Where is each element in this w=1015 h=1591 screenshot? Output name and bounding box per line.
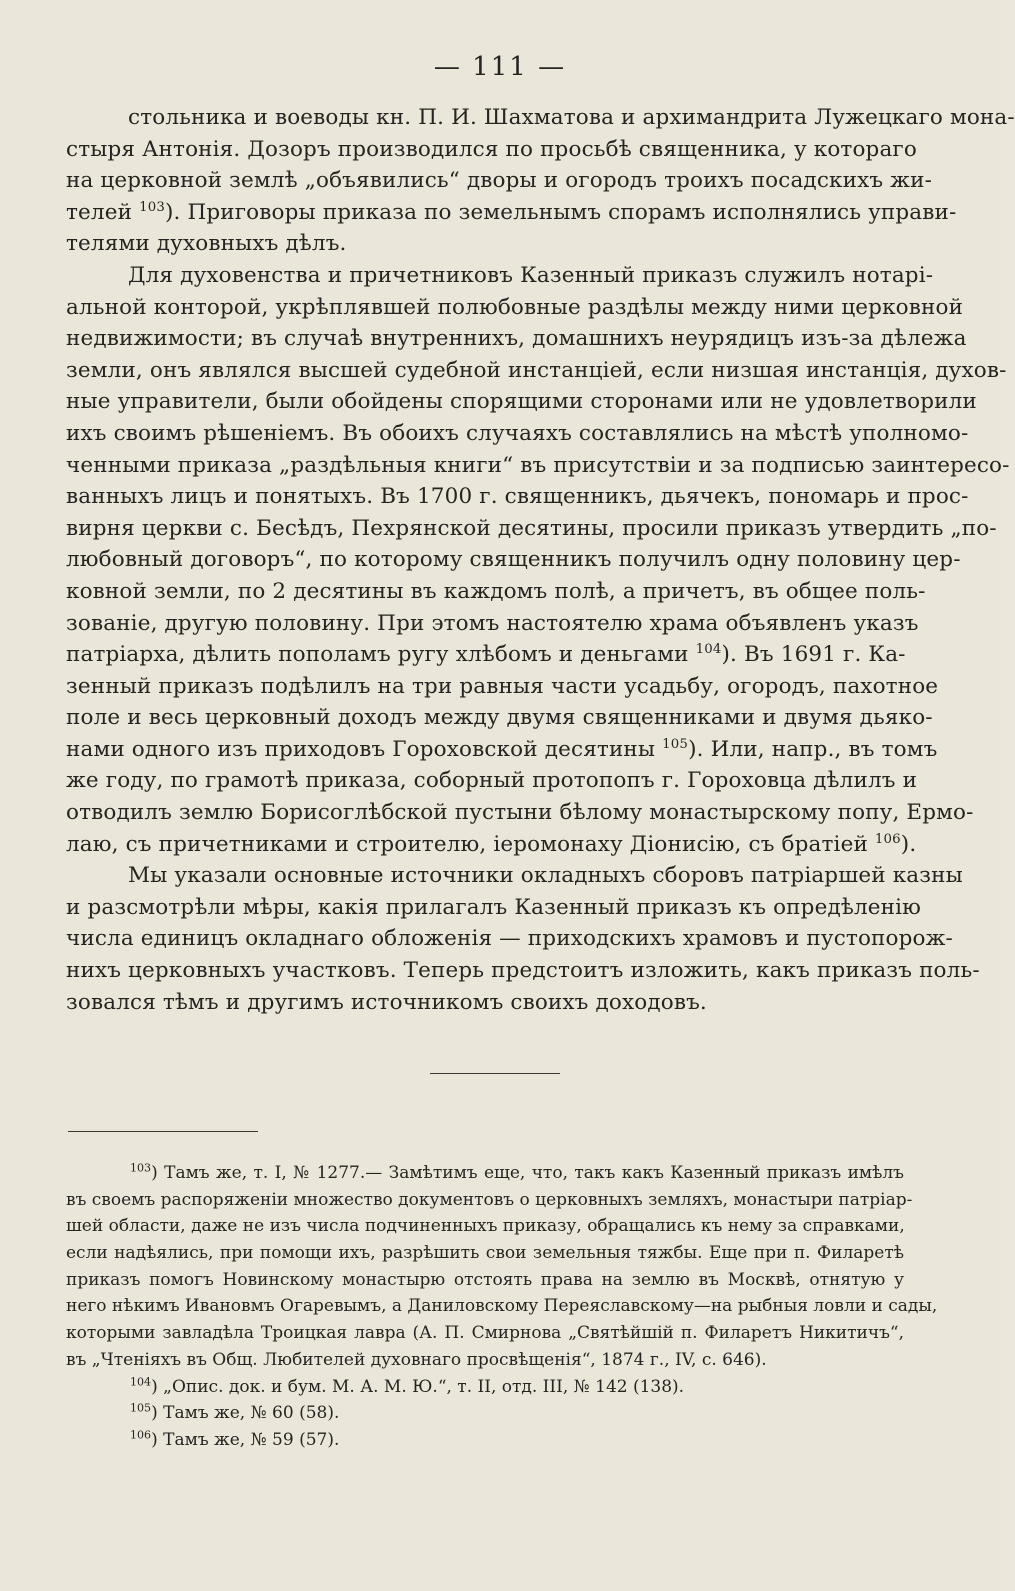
text-segment: нихъ церковныхъ участковъ. Теперь предстоитъ изложить, какъ приказъ поль- [66,958,980,984]
text-segment: зовался тѣмъ и другимъ источникомъ своихъ доходовъ. [66,989,707,1015]
footnote-rule [68,1131,258,1132]
text-line [66,386,977,418]
footnote-marker-paren: ) [151,1403,164,1424]
text-segment: патріарха, дѣлить пополамъ ругу хлѣбомъ и деньгами [66,642,696,668]
footnote-text: въ своемъ распоряженіи множество документовъ о церковныхъ земляхъ, монастыри патріар- [66,1189,913,1210]
footnote-reference: 104 [695,641,722,657]
paragraph [66,860,980,1018]
text-line [66,450,1010,482]
footnote-marker: 105 [130,1401,152,1415]
text-line [66,292,964,324]
text-line [66,513,997,545]
section-divider [430,1073,560,1074]
footnote-marker: 104 [130,1374,152,1388]
text-line [66,608,919,640]
text-segment: и разсмотрѣли мѣры, какія прилагалъ Казенный приказъ къ опредѣленію [66,894,922,920]
text-segment: стольника и воеводы кн. П. И. Шахматова и архимандрита Лужецкаго мона- [128,105,1015,130]
footnote-line [66,1427,904,1454]
text-segment: нами одного изъ приходовъ Гороховской десятины [66,736,663,762]
text-segment: недвижимости; въ случаѣ внутреннихъ, домашнихъ неурядицъ изъ-за дѣлежа [66,326,967,352]
text-line [66,228,904,260]
text-segment: зенный приказъ подѣлилъ на три равныя части усадьбу, огородъ, пахотное [66,673,939,699]
text-line [66,102,1015,134]
footnote-text: если надѣялись, при помощи ихъ, разрѣшить свои земельныя тяжбы. Еще при п. Филаретѣ [66,1243,904,1264]
text-segment: телей [66,199,140,225]
footnote-line [66,1400,904,1427]
text-line [66,765,918,797]
text-segment: любовный договоръ“, по которому священникъ получилъ одну половину цер- [66,547,961,573]
text-line [66,671,939,703]
text-segment: Для духовенства и причетниковъ Казенный приказъ служилъ нотарі- [128,262,934,288]
text-line [66,260,934,292]
text-line [66,923,953,955]
text-line [66,481,969,513]
footnote [66,1374,904,1401]
footnote-line [66,1213,904,1240]
footnote [66,1160,938,1374]
footnote-line [66,1240,904,1267]
footnote-marker-paren: ) [151,1376,164,1397]
paragraph [66,260,1010,860]
footnote-text: шей области, даже не изъ числа подчиненныхъ приказу, обращались къ нему за справками, [66,1216,905,1237]
text-line [66,197,957,229]
text-line [66,418,969,450]
footnote-line [66,1374,904,1401]
text-segment: же году, по грамотѣ приказа, соборный протопопъ г. Гороховца дѣлилъ и [66,768,918,794]
footnote-line [66,1160,904,1187]
text-segment: ). [900,831,917,857]
text-line [66,797,974,829]
footnote-text: приказъ помогъ Новинскому монастырю отстоять права на землю въ Москвѣ, отнятую у [66,1269,904,1290]
text-segment: Мы указали основные источники окладныхъ сборовъ патріаршей казны [128,863,963,889]
text-line [66,355,1007,387]
paragraph [66,102,1015,260]
footnote [66,1400,904,1427]
footnote-text: „Опис. док. и бум. М. А. М. Ю.“, т. II, отд. III, № 142 (138). [163,1376,685,1397]
text-segment: числа единицъ окладнаго обложенія — приходскихъ храмовъ и пустопорож- [66,926,953,952]
text-segment: поле и весь церковный доходъ между двумя священниками и двумя дьяко- [66,705,933,731]
text-line [66,892,922,924]
footnote-marker: 106 [130,1428,152,1442]
text-segment: отводилъ землю Борисоглѣбской пустыни бѣлому монастырскому попу, Ермо- [66,800,974,826]
text-line [66,702,933,734]
footnote-line [66,1267,904,1294]
text-line [66,734,938,766]
text-segment: ченными приказа „раздѣльныя книги“ въ присутствіи и за подписью заинтересо- [66,452,1010,478]
page-number: — 111 — [433,52,567,82]
footnote-text: которыми завладѣла Троицкая лавра (А. П. Смирнова „Святѣйшій п. Филаретъ Никитичъ“, [66,1323,904,1344]
text-line [66,544,961,576]
footnote-line [66,1320,904,1347]
text-line [66,860,963,892]
footnote-line [66,1293,938,1320]
text-segment: зованіе, другую половину. При этомъ настоятелю храма объявленъ указъ [66,610,919,636]
text-segment: вирня церкви с. Бесѣдъ, Пехрянской десятины, просили приказъ утвердить „по- [66,515,997,541]
text-line [66,576,926,608]
text-segment: ). Приговоры приказа по земельнымъ спорамъ исполнялись управи- [164,199,957,225]
footnote-text: Тамъ же, т. I, № 1277.— Замѣтимъ еще, что, такъ какъ Казенный приказъ имѣлъ [164,1163,904,1183]
footnote-text: Тамъ же, № 60 (58). [163,1403,340,1424]
footnote-reference: 105 [662,736,689,752]
text-segment: ихъ своимъ рѣшеніемъ. Въ обоихъ случаяхъ составлялись на мѣстѣ уполномо- [66,420,969,446]
text-segment: ные управители, были обойдены спорящими сторонами или не удовлетворили [66,389,977,415]
footnote-line [66,1187,913,1214]
text-segment: ). Или, напр., въ томъ [688,736,938,762]
footnote-text: него нѣкимъ Ивановмъ Огаревымъ, а Даниловскому Переяславскому—на рыбныя ловли и сады, [66,1296,938,1317]
text-line [66,829,917,861]
footnote-marker-paren: ) [151,1429,164,1450]
footnote-marker: 103 [130,1161,152,1175]
text-line [66,134,917,166]
footnote-reference: 103 [139,199,165,215]
footnote-text: Тамъ же, № 59 (57). [163,1429,340,1450]
text-line [66,955,980,987]
text-segment: ванныхъ лицъ и понятыхъ. Въ 1700 г. священникъ, дьячекъ, пономарь и прос- [66,484,969,510]
text-line [66,987,904,1019]
footnote-line [66,1347,904,1374]
footnote [66,1427,904,1454]
text-segment: лаю, съ причетниками и строителю, іеромонаху Діонисію, съ братіей [66,831,875,857]
text-segment: земли, онъ являлся высшей судебной инстанціей, если низшая инстанція, духов- [66,357,1007,383]
footnote-marker-paren: ) [151,1163,165,1183]
text-segment: ковной земли, по 2 десятины въ каждомъ полѣ, а причетъ, въ общее поль- [66,578,926,604]
text-line [66,639,904,671]
text-line [66,323,967,355]
footnote-text: въ „Чтеніяхъ въ Общ. Любителей духовнаго просвѣщенія“, 1874 г., IV, с. 646). [66,1349,767,1370]
body-text [66,102,1015,1018]
text-segment: стыря Антонія. Дозоръ производился по просьбѣ священника, у котораго [66,136,917,162]
text-segment: ). Въ 1691 г. Ка- [721,642,906,668]
footnote-reference: 106 [874,831,901,847]
text-line [66,165,932,197]
text-segment: телями духовныхъ дѣлъ. [66,231,347,257]
footnotes [66,1160,938,1454]
text-segment: альной конторой, укрѣплявшей полюбовные раздѣлы между ними церковной [66,294,964,320]
text-segment: на церковной землѣ „объявились“ дворы и огородъ троихъ посадскихъ жи- [66,168,932,194]
